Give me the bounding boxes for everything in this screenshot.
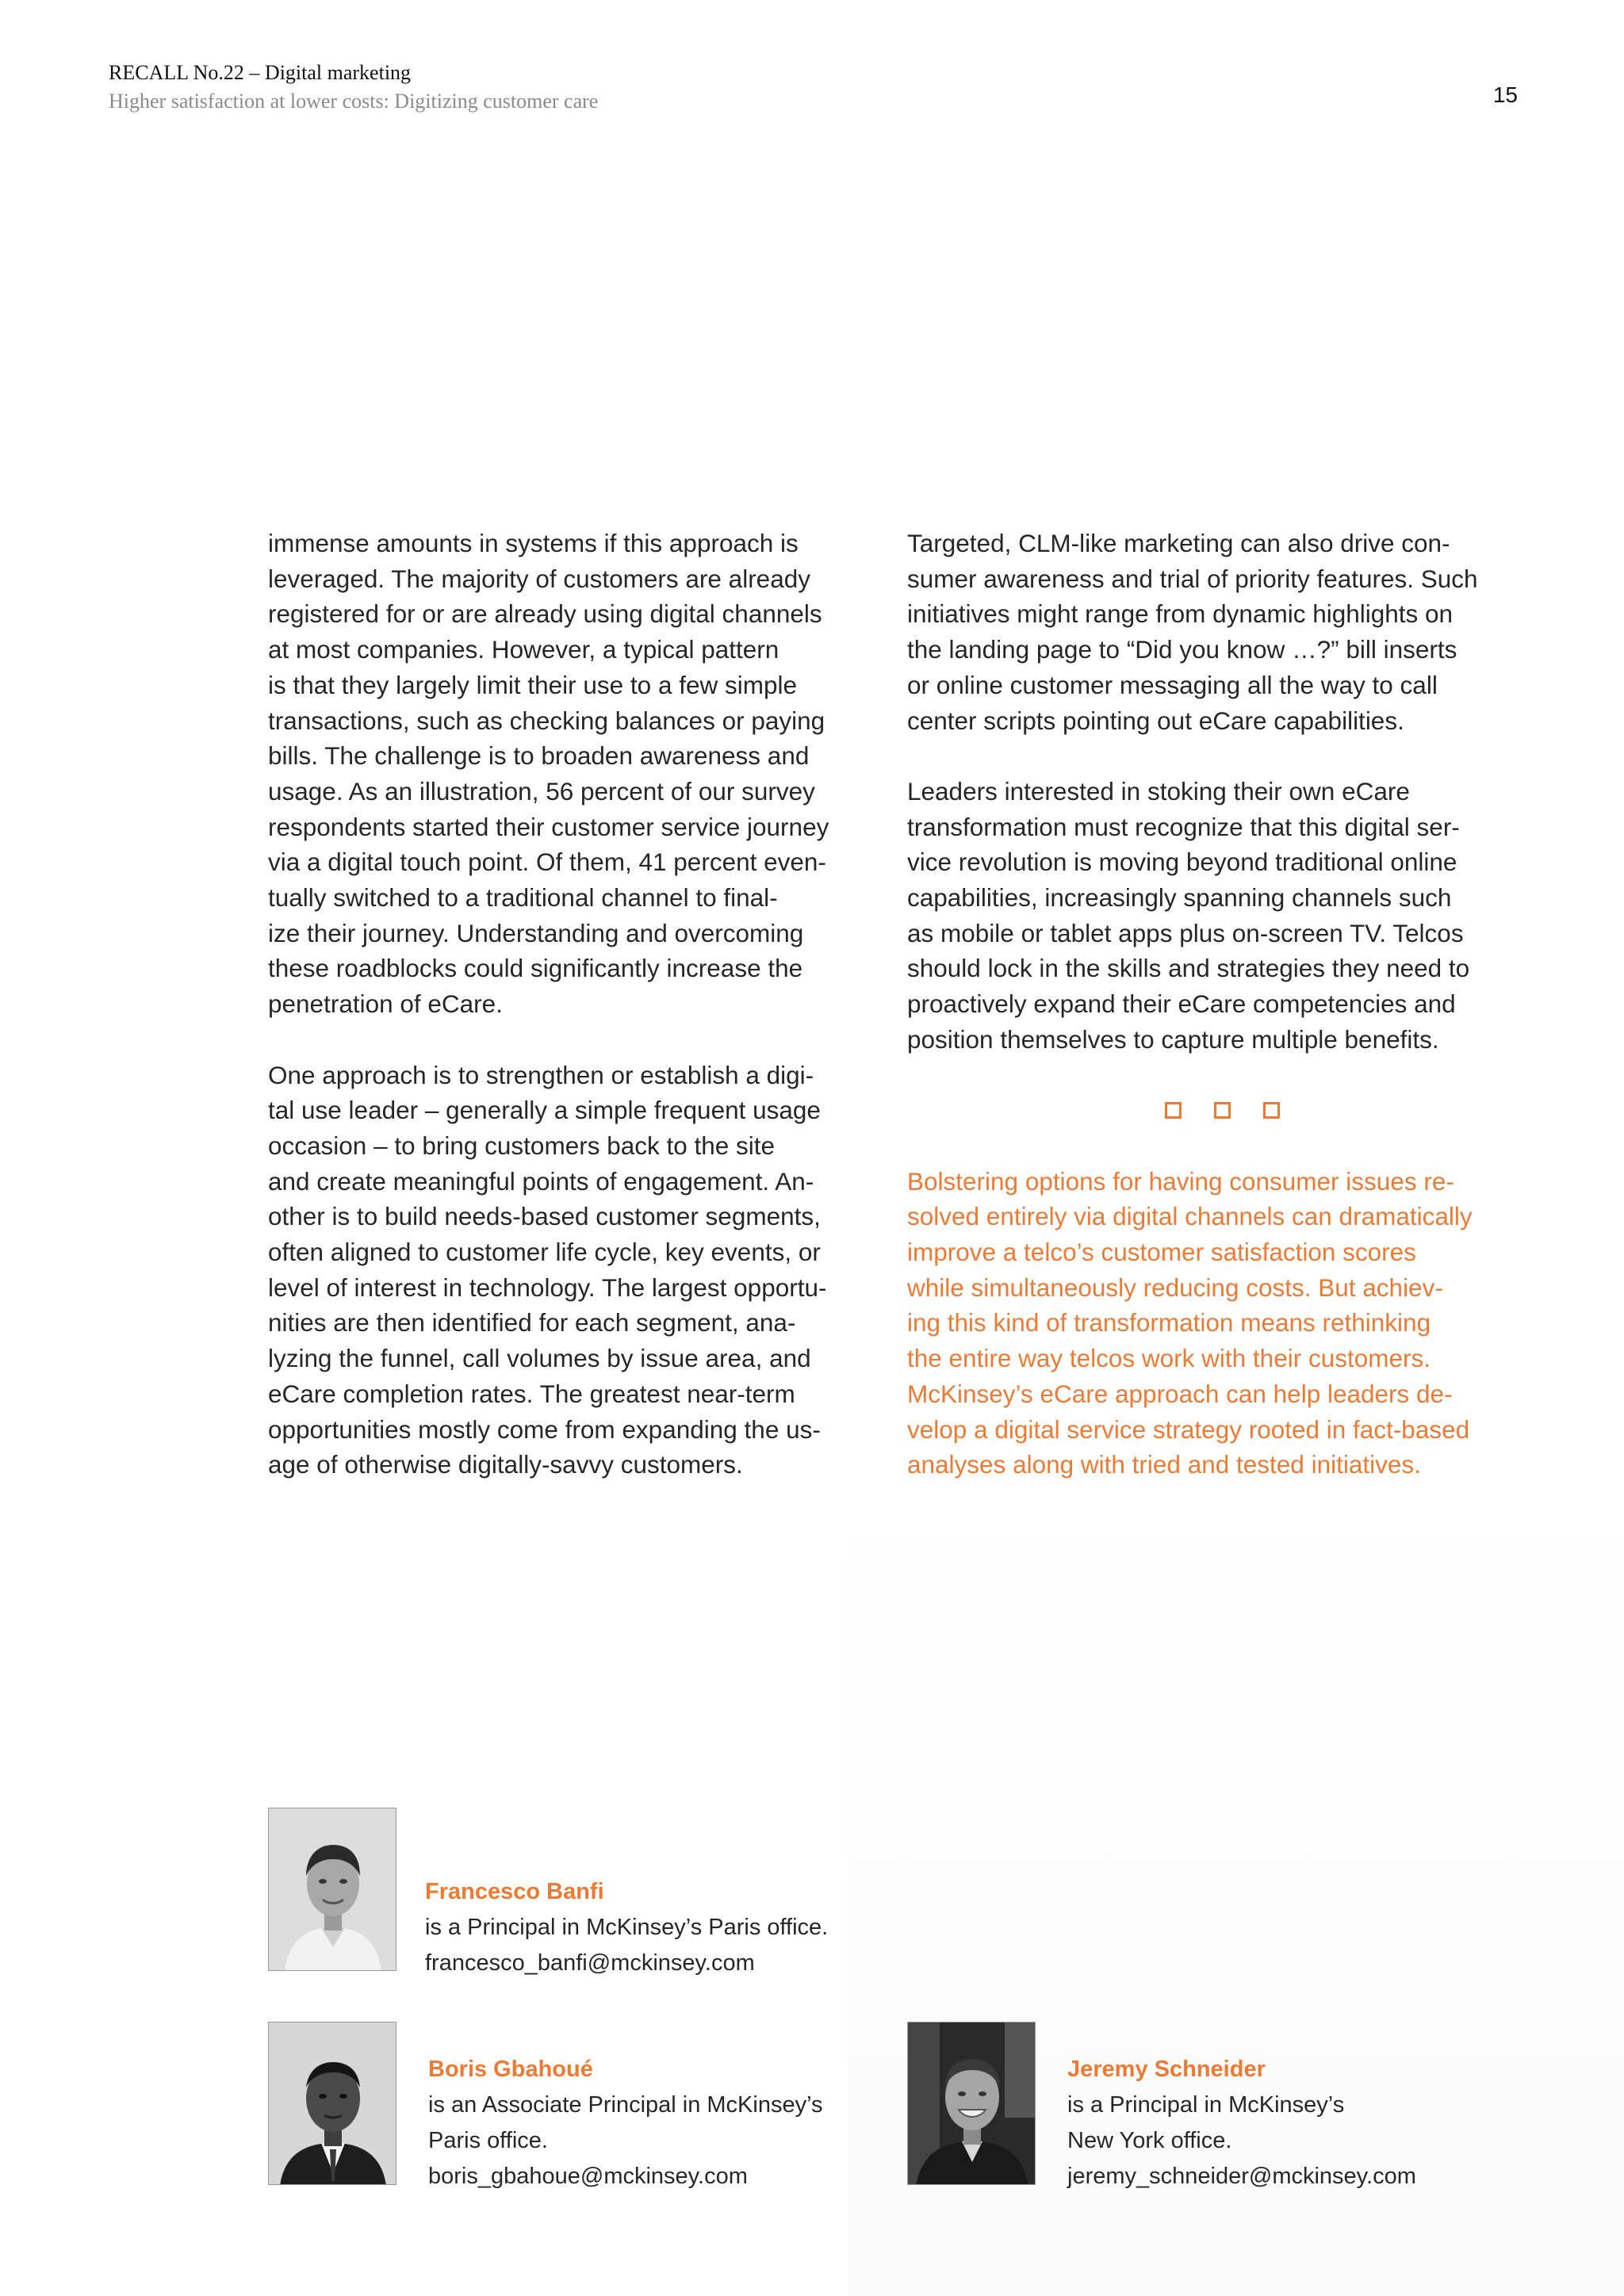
portrait-icon	[269, 2022, 396, 2185]
text-line: Leaders interested in stoking their own eCare	[907, 776, 1410, 806]
text-line: should lock in the skills and strategies they need to	[907, 954, 1470, 983]
text-line: bills. The challenge is to broaden awareness and	[268, 741, 810, 771]
text-line: penetration of eCare.	[268, 989, 503, 1019]
text-line: opportunities mostly come from expanding the us-	[268, 1414, 821, 1444]
author-email[interactable]: jeremy_schneider@mckinsey.com	[1067, 2164, 1416, 2189]
text-line: analyses along with tried and tested initiatives.	[907, 1450, 1421, 1479]
text-line: these roadblocks could significantly increase the	[268, 954, 803, 983]
text-line: velop a digital service strategy rooted in fact-based	[907, 1414, 1470, 1444]
text-line: One approach is to strengthen or establish a digi-	[268, 1060, 814, 1089]
author-name: Boris Gbahoué	[428, 2057, 593, 2082]
author-email[interactable]: boris_gbahoue@mckinsey.com	[428, 2164, 748, 2189]
author-role: Paris office.	[428, 2128, 548, 2153]
body-paragraph	[907, 526, 1526, 738]
text-line: vice revolution is moving beyond traditional online	[907, 848, 1457, 877]
text-line: the entire way telcos work with their customers.	[907, 1344, 1431, 1373]
text-line: at most companies. However, a typical pattern	[268, 635, 779, 664]
conclusion-paragraph	[907, 1164, 1526, 1483]
text-line: Bolstering options for having consumer issues re-	[907, 1166, 1454, 1196]
author-bio	[425, 1874, 828, 1981]
text-line: and create meaningful points of engagement. An-	[268, 1166, 814, 1196]
body-paragraph	[268, 1058, 891, 1483]
author-role: is an Associate Principal in McKinsey’s	[428, 2092, 823, 2118]
text-line: occasion – to bring customers back to the site	[268, 1131, 776, 1160]
text-line: registered for or are already using digital channels	[268, 599, 822, 629]
text-line: the landing page to “Did you know …?” bill inserts	[907, 635, 1457, 664]
body-paragraph	[268, 526, 891, 1022]
text-line: ing this kind of transformation means rethinking	[907, 1308, 1431, 1337]
text-line: Targeted, CLM-like marketing can also drive con-	[907, 529, 1450, 557]
author-name: Francesco Banfi	[425, 1879, 604, 1904]
author-bio	[428, 2052, 823, 2195]
text-line: sumer awareness and trial of priority features. Such	[907, 564, 1478, 593]
author-email[interactable]: francesco_banfi@mckinsey.com	[425, 1950, 755, 1976]
text-line: transactions, such as checking balances or paying	[268, 706, 825, 735]
body-paragraph	[907, 774, 1526, 1058]
text-line: age of otherwise digitally-savvy customers.	[268, 1450, 743, 1479]
text-line: position themselves to capture multiple benefits.	[907, 1024, 1439, 1054]
text-line: is that they largely limit their use to a few simple	[268, 670, 798, 699]
text-line: eCare completion rates. The greatest near-term	[268, 1379, 795, 1408]
text-line: usage. As an illustration, 56 percent of our survey	[268, 776, 815, 806]
text-line: while simultaneously reducing costs. But achiev-	[907, 1272, 1443, 1302]
text-line: nities are then identified for each segment, ana-	[268, 1308, 796, 1337]
publication-title: RECALL No.22 – Digital marketing	[109, 61, 412, 84]
spacer	[907, 1058, 1526, 1093]
author-photo-francesco-banfi	[268, 1808, 396, 1971]
left-column	[268, 526, 891, 1483]
author-photo-jeremy-schneider	[907, 2022, 1036, 2185]
text-line: as mobile or tablet apps plus on-screen TV. Telcos	[907, 918, 1464, 947]
author-role: is a Principal in McKinsey’s Paris office.	[425, 1915, 829, 1940]
author-role: is a Principal in McKinsey’s	[1067, 2092, 1345, 2118]
text-line: immense amounts in systems if this approach is	[268, 529, 799, 557]
text-line: often aligned to customer life cycle, key events, or	[268, 1238, 821, 1267]
square-outline-icon	[1214, 1102, 1231, 1119]
article-title: Higher satisfaction at lower costs: Digitizing customer care	[109, 90, 599, 113]
text-line: level of interest in technology. The largest opportu-	[268, 1272, 827, 1302]
text-line: lyzing the funnel, call volumes by issue area, and	[268, 1344, 811, 1373]
text-line: ize their journey. Understanding and overcoming	[268, 918, 804, 947]
right-column	[907, 526, 1526, 1483]
author-name: Jeremy Schneider	[1067, 2057, 1266, 2082]
text-line: tually switched to a traditional channel to final-	[268, 883, 778, 913]
text-line: proactively expand their eCare competencies and	[907, 989, 1456, 1019]
square-outline-icon	[1263, 1102, 1280, 1119]
text-line: initiatives might range from dynamic highlights on	[907, 599, 1454, 629]
author-photo-boris-gbahoue	[268, 2022, 396, 2185]
section-divider-ornament	[907, 1093, 1526, 1128]
portrait-icon	[908, 2022, 1036, 2185]
text-line: McKinsey’s eCare approach can help leaders de-	[907, 1379, 1453, 1408]
page-number: 15	[1492, 82, 1518, 107]
author-bio	[1067, 2052, 1416, 2195]
text-line: or online customer messaging all the way to call	[907, 670, 1438, 699]
text-line: leveraged. The majority of customers are already	[268, 564, 810, 593]
text-line: transformation must recognize that this digital ser-	[907, 812, 1460, 841]
text-line: improve a telco’s customer satisfaction scores	[907, 1238, 1416, 1266]
text-line: other is to build needs-based customer segments,	[268, 1202, 821, 1231]
text-line: via a digital touch point. Of them, 41 percent even-	[268, 848, 826, 877]
square-outline-icon	[1165, 1102, 1182, 1119]
text-line: capabilities, increasingly spanning channels such	[907, 883, 1452, 913]
portrait-icon	[269, 1808, 396, 1971]
text-line: solved entirely via digital channels can dramatically	[907, 1202, 1473, 1231]
text-line: respondents started their customer service journey	[268, 812, 829, 841]
running-head	[109, 59, 598, 116]
text-line: tal use leader – generally a simple frequent usage	[268, 1096, 821, 1125]
author-role: New York office.	[1067, 2128, 1232, 2153]
text-line: center scripts pointing out eCare capabilities.	[907, 706, 1404, 735]
